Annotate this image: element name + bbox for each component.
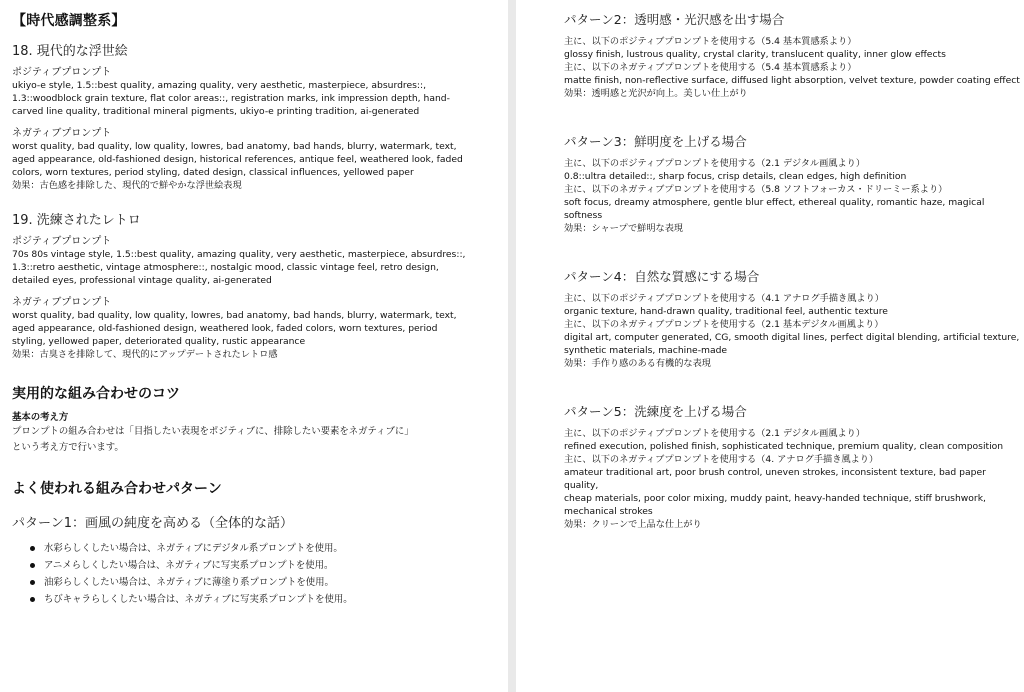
prompt-text-line: organic texture, hand-drawn quality, traditional feel, authentic texture — [564, 306, 888, 317]
pattern-5-heading: パターン5：洗練度を上げる場合 — [564, 404, 747, 419]
prompt-text-line: refined execution, polished finish, sophisticated technique, premium quality, clean composition — [564, 441, 1004, 452]
prompt-source-line: 主に、以下のポジティブプロンプトを使用する（4.1 アナログ手描き風より） — [564, 293, 884, 304]
negative-prompt-line: worst quality, bad quality, low quality, lowres, bad anatomy, bad hands, blurry, watermark, text, — [12, 310, 457, 321]
basic-concept-label: 基本の考え方 — [12, 412, 69, 423]
prompt-source-line: 主に、以下のポジティブプロンプトを使用する（5.4 基本質感系より） — [564, 36, 857, 47]
prompt-source-line: 主に、以下のポジティブプロンプトを使用する（2.1 デジタル画風より） — [564, 158, 866, 169]
negative-prompt-label: ネガティブプロンプト — [12, 297, 112, 308]
section-18-heading: 18. 現代的な浮世絵 — [12, 44, 128, 59]
prompt-text-line: 0.8::ultra detailed::, sharp focus, crisp details, clean edges, high definition — [564, 171, 907, 182]
effect-text: 効果：古臭さを排除して、現代的にアップデートされたレトロ感 — [12, 349, 278, 360]
positive-prompt-line: ukiyo-e style, 1.5::best quality, amazing quality, very aesthetic, masterpiece, absurdres::, — [12, 80, 427, 91]
positive-prompt-line: detailed eyes, professional vintage quality, ai-generated — [12, 275, 272, 286]
bullet-icon — [30, 563, 35, 568]
effect-text: 効果：古色感を排除した、現代的で鮮やかな浮世絵表現 — [12, 180, 242, 191]
list-item — [12, 591, 500, 608]
prompt-text-line: soft focus, dreamy atmosphere, gentle blur effect, ethereal quality, romantic haze, magical softness — [564, 197, 985, 221]
pattern-1-heading: パターン1：画風の純度を高める（全体的な話） — [12, 516, 294, 531]
prompt-text-line: matte finish, non-reflective surface, diffused light absorption, velvet texture, powder coating effect — [564, 75, 1020, 86]
document-page-left — [0, 0, 508, 692]
negative-prompt-line: worst quality, bad quality, low quality, lowres, bad anatomy, bad hands, blurry, watermark, text, — [12, 141, 457, 152]
prompt-text-line: amateur traditional art, poor brush control, uneven strokes, inconsistent texture, bad paper quality, — [564, 467, 986, 491]
pattern-1-list — [12, 540, 500, 608]
list-item-text: アニメらしくしたい場合は、ネガティブに写実系プロンプトを使用。 — [44, 560, 334, 571]
bullet-icon — [30, 546, 35, 551]
positive-prompt-line: carved line quality, traditional mineral pigments, ukiyo-e printing tradition, ai-generated — [12, 106, 420, 117]
pattern-2-heading: パターン2：透明感・光沢感を出す場合 — [564, 12, 785, 27]
basic-concept-text: プロンプトの組み合わせは「目指したい表現をポジティブに、排除したい要素をネガティブに」 — [12, 426, 414, 437]
effect-text: 効果：手作り感のある有機的な表現 — [564, 358, 711, 369]
positive-prompt-label: ポジティブプロンプト — [12, 236, 112, 247]
bullet-icon — [30, 597, 35, 602]
positive-prompt-line: 1.3::retro aesthetic, vintage atmosphere::, nostalgic mood, classic vintage feel, retro design, — [12, 262, 439, 273]
negative-prompt-line: colors, worn textures, period styling, dated design, classical influences, yellowed paper — [12, 167, 414, 178]
prompt-text-line: synthetic materials, machine-made — [564, 345, 728, 356]
prompt-source-line: 主に、以下のポジティブプロンプトを使用する（2.1 デジタル画風より） — [564, 428, 866, 439]
pattern-3-heading: パターン3：鮮明度を上げる場合 — [564, 134, 747, 149]
effect-text: 効果：シャープで鮮明な表現 — [564, 223, 684, 234]
document-page-right — [516, 0, 1024, 692]
prompt-source-line: 主に、以下のネガティブプロンプトを使用する（5.4 基本質感系より） — [564, 62, 857, 73]
list-item — [12, 574, 500, 591]
positive-prompt-label: ポジティブプロンプト — [12, 67, 112, 78]
prompt-text-line: mechanical strokes — [564, 506, 653, 517]
effect-text: 効果：透明感と光沢が向上。美しい仕上がり — [564, 88, 748, 99]
prompt-source-line: 主に、以下のネガティブプロンプトを使用する（5.8 ソフトフォーカス・ドリーミー系より） — [564, 184, 948, 195]
negative-prompt-line: aged appearance, old-fashioned design, weathered look, faded colors, worn textures, period — [12, 323, 438, 334]
tips-heading: 実用的な組み合わせのコツ — [12, 386, 180, 402]
list-item — [12, 557, 500, 574]
patterns-heading: よく使われる組み合わせパターン — [12, 481, 222, 497]
list-item-text: 水彩らしくしたい場合は、ネガティブにデジタル系プロンプトを使用。 — [44, 543, 343, 554]
positive-prompt-line: 1.3::woodblock grain texture, flat color areas::, registration marks, ink impression depth, hand- — [12, 93, 450, 104]
negative-prompt-line: aged appearance, old-fashioned design, historical references, antique feel, weathered look, faded — [12, 154, 463, 165]
pattern-4-heading: パターン4：自然な質感にする場合 — [564, 269, 760, 284]
prompt-source-line: 主に、以下のネガティブプロンプトを使用する（2.1 基本デジタル画風より） — [564, 319, 884, 330]
basic-concept-text: という考え方で行います。 — [12, 442, 124, 453]
positive-prompt-line: 70s 80s vintage style, 1.5::best quality, amazing quality, very aesthetic, masterpiece, absurdres::, — [12, 249, 466, 260]
negative-prompt-label: ネガティブプロンプト — [12, 128, 112, 139]
prompt-source-line: 主に、以下のネガティブプロンプトを使用する（4. アナログ手描き風より） — [564, 454, 879, 465]
list-item-text: ちびキャラらしくしたい場合は、ネガティブに写実系プロンプトを使用。 — [44, 594, 353, 605]
prompt-text-line: cheap materials, poor color mixing, muddy paint, heavy-handed technique, stiff brushwork, — [564, 493, 986, 504]
page-title: 【時代感調整系】 — [12, 13, 126, 29]
list-item — [12, 540, 500, 557]
prompt-text-line: glossy finish, lustrous quality, crystal clarity, translucent quality, inner glow effects — [564, 49, 946, 60]
effect-text: 効果：クリーンで上品な仕上がり — [564, 519, 702, 530]
prompt-text-line: digital art, computer generated, CG, smooth digital lines, perfect digital blending, artificial texture, — [564, 332, 1020, 343]
negative-prompt-line: styling, yellowed paper, deteriorated quality, rustic appearance — [12, 336, 306, 347]
section-19-heading: 19. 洗練されたレトロ — [12, 213, 141, 228]
bullet-icon — [30, 580, 35, 585]
list-item-text: 油彩らしくしたい場合は、ネガティブに薄塗り系プロンプトを使用。 — [44, 577, 334, 588]
